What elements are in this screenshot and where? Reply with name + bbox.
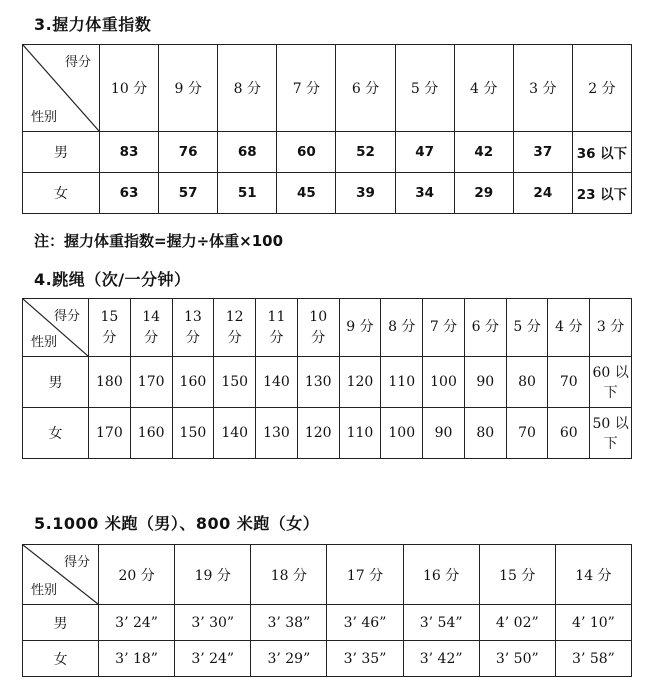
value-cell: 24 [513, 173, 572, 214]
score-number: 14 [142, 308, 161, 325]
value-cell: 3’ 38” [251, 605, 327, 641]
table-header-row [23, 545, 632, 605]
score-unit: 分 [144, 329, 159, 346]
score-number: 9 分 [346, 319, 374, 335]
value-cell: 3’ 35” [327, 641, 403, 677]
value-cell: 76 [159, 132, 218, 173]
value-cell: 130 [256, 408, 298, 459]
running-table [22, 544, 632, 677]
score-number: 12 [225, 308, 244, 325]
value-cell: 90 [423, 408, 465, 459]
score-header-cell [130, 299, 172, 357]
score-unit: 分 [185, 329, 200, 346]
table-header-row [23, 45, 632, 132]
gender-label: 女 [23, 641, 99, 677]
value-cell: 150 [214, 357, 256, 408]
score-number: 11 [267, 308, 286, 325]
value-cell: 100 [381, 408, 423, 459]
value-cell: 83 [100, 132, 159, 173]
score-header-cell: 16 分 [403, 545, 479, 605]
value-cell: 160 [172, 357, 214, 408]
score-number: 7 分 [429, 319, 458, 335]
section-4-title: 4.跳绳（次/一分钟） [34, 270, 191, 289]
grip-strength-table [22, 44, 632, 214]
value-cell: 57 [159, 173, 218, 214]
score-header-cell: 8 分 [218, 45, 277, 132]
value-cell: 50 以下 [590, 408, 632, 459]
value-cell: 140 [256, 357, 298, 408]
table-row [23, 173, 632, 214]
corner-cell [23, 545, 99, 605]
value-cell: 3’ 54” [403, 605, 479, 641]
value-cell: 150 [172, 408, 214, 459]
value-cell: 23 以下 [572, 173, 631, 214]
score-header-cell [256, 299, 298, 357]
value-cell: 70 [548, 357, 590, 408]
value-cell: 180 [89, 357, 131, 408]
score-header-cell: 10 分 [100, 45, 159, 132]
value-cell: 3’ 18” [99, 641, 175, 677]
table-row [23, 605, 632, 641]
score-number: 10 [309, 308, 328, 325]
value-cell: 63 [100, 173, 159, 214]
corner-top-label: 得分 [53, 309, 80, 324]
value-cell: 120 [297, 408, 339, 459]
value-cell: 51 [218, 173, 277, 214]
score-header-cell [214, 299, 256, 357]
corner-bottom-label: 性别 [31, 583, 58, 598]
section-5-title: 5.1000 米跑（男）、800 米跑（女） [34, 514, 320, 533]
corner-cell [23, 299, 89, 357]
formula-note: 注：握力体重指数=握力÷体重×100 [34, 232, 284, 250]
score-header-cell: 18 分 [251, 545, 327, 605]
score-number: 13 [184, 308, 202, 325]
value-cell: 100 [423, 357, 465, 408]
value-cell: 37 [513, 132, 572, 173]
value-cell: 70 [506, 408, 548, 459]
value-cell: 52 [336, 132, 395, 173]
score-number: 4 分 [555, 319, 583, 335]
value-cell: 110 [381, 357, 423, 408]
score-header-cell [423, 299, 465, 357]
corner-top-label: 得分 [63, 555, 90, 570]
score-unit: 分 [227, 329, 242, 346]
gender-label: 女 [23, 408, 89, 459]
score-header-cell: 19 分 [175, 545, 251, 605]
gender-label: 女 [23, 173, 100, 214]
value-cell: 29 [454, 173, 513, 214]
value-cell: 60 [277, 132, 336, 173]
score-header-cell: 7 分 [277, 45, 336, 132]
score-header-cell: 3 分 [513, 45, 572, 132]
table-row [23, 132, 632, 173]
value-cell: 34 [395, 173, 454, 214]
corner-bottom-label: 性别 [31, 335, 58, 350]
score-unit: 分 [269, 329, 284, 346]
value-cell: 140 [214, 408, 256, 459]
value-cell: 68 [218, 132, 277, 173]
value-cell: 3’ 24” [175, 641, 251, 677]
value-cell: 42 [454, 132, 513, 173]
value-cell: 3’ 24” [99, 605, 175, 641]
score-header-cell [89, 299, 131, 357]
corner-top-label: 得分 [64, 55, 91, 70]
score-header-cell: 15 分 [479, 545, 555, 605]
value-cell: 110 [339, 408, 381, 459]
score-header-cell [381, 299, 423, 357]
value-cell: 120 [339, 357, 381, 408]
table-row [23, 357, 632, 408]
value-cell: 3’ 46” [327, 605, 403, 641]
score-unit: 分 [102, 329, 117, 346]
score-header-cell [339, 299, 381, 357]
value-cell: 60 [548, 408, 590, 459]
value-cell: 4’ 10” [555, 605, 631, 641]
value-cell: 39 [336, 173, 395, 214]
score-header-cell [506, 299, 548, 357]
score-number: 8 分 [388, 319, 416, 335]
score-header-cell: 4 分 [454, 45, 513, 132]
gender-label: 男 [23, 605, 99, 641]
score-header-cell: 14 分 [555, 545, 631, 605]
value-cell: 3’ 29” [251, 641, 327, 677]
value-cell: 4’ 02” [479, 605, 555, 641]
score-header-cell [548, 299, 590, 357]
value-cell: 80 [464, 408, 506, 459]
score-header-cell: 6 分 [336, 45, 395, 132]
table-row [23, 641, 632, 677]
value-cell: 90 [464, 357, 506, 408]
value-cell: 3’ 50” [479, 641, 555, 677]
score-header-cell: 17 分 [327, 545, 403, 605]
value-cell: 36 以下 [572, 132, 631, 173]
value-cell: 60 以下 [590, 357, 632, 408]
value-cell: 3’ 42” [403, 641, 479, 677]
value-cell: 170 [89, 408, 131, 459]
value-cell: 130 [297, 357, 339, 408]
section-3-title: 3.握力体重指数 [34, 15, 152, 34]
value-cell: 3’ 58” [555, 641, 631, 677]
score-number: 3 分 [596, 319, 625, 335]
score-number: 6 分 [471, 319, 499, 335]
score-number: 15 [100, 308, 119, 325]
rope-skipping-table [22, 298, 632, 459]
gender-label: 男 [23, 357, 89, 408]
score-header-cell: 5 分 [395, 45, 454, 132]
score-header-cell: 20 分 [99, 545, 175, 605]
value-cell: 47 [395, 132, 454, 173]
corner-cell [23, 45, 100, 132]
value-cell: 45 [277, 173, 336, 214]
value-cell: 3’ 30” [175, 605, 251, 641]
score-unit: 分 [311, 329, 326, 346]
score-header-cell [464, 299, 506, 357]
value-cell: 160 [130, 408, 172, 459]
score-header-cell [590, 299, 632, 357]
score-number: 5 分 [513, 319, 541, 335]
table-row [23, 408, 632, 459]
score-header-cell [172, 299, 214, 357]
value-cell: 80 [506, 357, 548, 408]
corner-bottom-label: 性别 [31, 110, 58, 125]
score-header-cell: 9 分 [159, 45, 218, 132]
table-header-row [23, 299, 632, 357]
score-header-cell [297, 299, 339, 357]
gender-label: 男 [23, 132, 100, 173]
score-header-cell: 2 分 [572, 45, 631, 132]
value-cell: 170 [130, 357, 172, 408]
